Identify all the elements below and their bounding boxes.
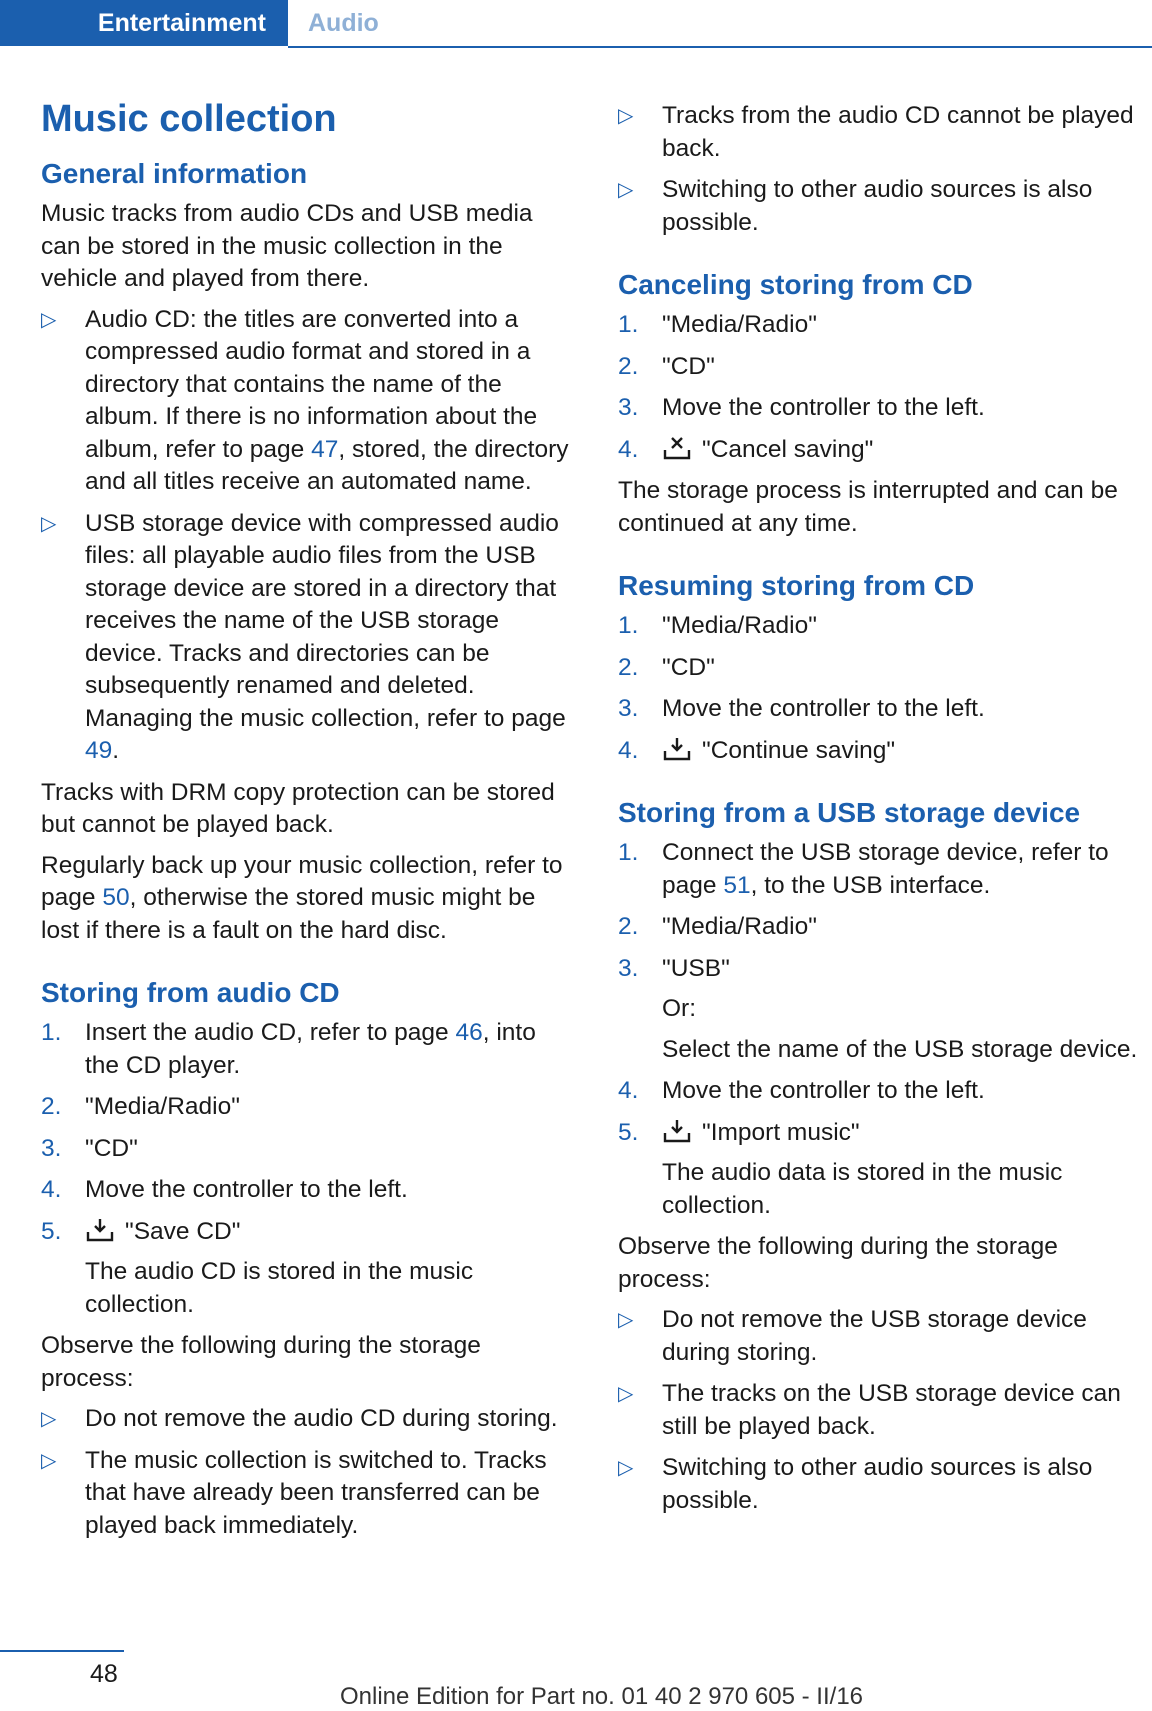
bullet-marker: ▷ bbox=[618, 1309, 634, 1331]
list-item: ▷ The music collection is switched to. Tracks that have already been transferred can be played back immediately. bbox=[41, 1446, 547, 1539]
list-item: 4. "Cancel saving" bbox=[618, 435, 874, 463]
bullet-marker: ▷ bbox=[41, 308, 57, 331]
bullet-marker: ▷ bbox=[41, 1449, 57, 1472]
backup-note: Regularly back up your music collection, refer to page 50, otherwise the stored music might be lost if there is a fault on the hard disc. bbox=[41, 851, 563, 944]
bullet-marker: ▷ bbox=[618, 1457, 634, 1479]
bullet-marker: ▷ bbox=[618, 105, 634, 127]
step-result: The audio data is stored in the music collection. bbox=[662, 1159, 1063, 1219]
general-intro: Music tracks from audio CDs and USB media can be stored in the music collection in the vehicle and played from there. bbox=[41, 200, 533, 292]
list-item: ▷ Do not remove the audio CD during storing. bbox=[41, 1403, 576, 1436]
list-item: 1. Connect the USB storage device, refer to page 51, to the USB interface. bbox=[618, 839, 1109, 899]
canceling-heading: Canceling storing from CD bbox=[618, 269, 973, 300]
download-tray-icon bbox=[85, 1217, 115, 1243]
usb-steps-list bbox=[618, 837, 1148, 1222]
cd-steps-list bbox=[41, 1017, 576, 1321]
list-item: 2. "CD" bbox=[618, 352, 715, 380]
usb-heading: Storing from a USB storage device bbox=[618, 797, 1081, 828]
cancel-note: The storage process is interrupted and can be continued at any time. bbox=[618, 477, 1118, 537]
drm-note: Tracks with DRM copy protection can be stored but cannot be played back. bbox=[41, 778, 555, 838]
list-item: 4. Move the controller to the left. bbox=[41, 1176, 408, 1203]
list-item: 2. "CD" bbox=[618, 653, 715, 681]
list-item: 1. "Media/Radio" bbox=[618, 311, 817, 338]
list-item: 3. Move the controller to the left. bbox=[618, 695, 985, 722]
header-section-tab: Entertainment bbox=[0, 0, 288, 46]
usb-observe-list bbox=[618, 1304, 1148, 1517]
page-link[interactable]: 49 bbox=[85, 737, 113, 764]
list-item: 1. "Media/Radio" bbox=[618, 612, 817, 639]
list-item: ▷ Do not remove the USB storage device during storing. bbox=[618, 1306, 1087, 1366]
list-item: ▷ USB storage device with compressed audio files: all playable audio files from the USB storage device are stored in a directory that receives the name of the USB storage device. Tracks and directories can be subsequently renamed and deleted. Managing the music collection, refer to page 49. bbox=[41, 509, 566, 764]
list-item: 3. "CD" bbox=[41, 1134, 138, 1162]
page-link[interactable]: 50 bbox=[102, 884, 130, 911]
header-chapter-tab: Audio bbox=[308, 9, 379, 37]
list-item: 4. "Continue saving" bbox=[618, 736, 896, 764]
list-item: 3. "USB" Or: Select the name of the USB storage device. bbox=[618, 953, 1148, 1067]
list-item: ▷ Switching to other audio sources is also possible. bbox=[618, 176, 1093, 236]
list-item: 3. Move the controller to the left. bbox=[618, 394, 985, 421]
bullet-marker: ▷ bbox=[41, 512, 57, 535]
bullet-marker: ▷ bbox=[618, 1383, 634, 1405]
list-item: 5. "Import music" The audio data is stored in the music collection. bbox=[618, 1117, 1148, 1223]
list-item: ▷ The tracks on the USB storage device can still be played back. bbox=[618, 1380, 1121, 1440]
list-item: 5. "Save CD" The audio CD is stored in the music collection. bbox=[41, 1216, 576, 1322]
storing-from-cd-heading: Storing from audio CD bbox=[41, 977, 340, 1008]
page-header bbox=[0, 0, 1152, 48]
observe-note: Observe the following during the storage process: bbox=[618, 1233, 1058, 1293]
list-item: ▷ Audio CD: the titles are converted into a compressed audio format and stored in a directory that contains the name of the album. If there is no information about the album, refer to page 47, stored, the directory and all titles receive an automated name. bbox=[41, 305, 569, 495]
resume-steps-list bbox=[618, 610, 1148, 767]
download-tray-icon bbox=[662, 1118, 692, 1144]
footer-rule bbox=[0, 1650, 124, 1652]
resuming-heading: Resuming storing from CD bbox=[618, 570, 975, 601]
page-title: Music collection bbox=[41, 98, 337, 140]
list-item: ▷ Tracks from the audio CD cannot be played back. bbox=[618, 102, 1134, 162]
list-item: ▷ Switching to other audio sources is also possible. bbox=[618, 1454, 1093, 1514]
page-link[interactable]: 46 bbox=[455, 1019, 483, 1046]
edition-note: Online Edition for Part no. 01 40 2 970 605 - II/16 bbox=[340, 1683, 864, 1710]
cd-observe-list-continued bbox=[618, 100, 1148, 239]
list-item: 4. Move the controller to the left. bbox=[618, 1077, 985, 1104]
general-bullet-list bbox=[41, 304, 576, 768]
general-information-heading: General information bbox=[41, 158, 308, 189]
left-column bbox=[41, 96, 576, 1551]
page-number: 48 bbox=[90, 1660, 118, 1688]
cancel-tray-icon bbox=[662, 435, 692, 461]
step-alternative: Select the name of the USB storage device. bbox=[662, 1035, 1138, 1063]
bullet-marker: ▷ bbox=[41, 1408, 57, 1430]
cancel-steps-list bbox=[618, 309, 1148, 466]
page-link[interactable]: 51 bbox=[723, 871, 751, 899]
header-rule bbox=[288, 46, 1152, 48]
list-item: 1. Insert the audio CD, refer to page 46, into the CD player. bbox=[41, 1019, 536, 1079]
observe-note: Observe the following during the storage process: bbox=[41, 1332, 481, 1392]
step-result: The audio CD is stored in the music collection. bbox=[85, 1258, 474, 1318]
cd-observe-list bbox=[41, 1403, 576, 1542]
list-item: 2. "Media/Radio" bbox=[618, 913, 817, 940]
list-item: 2. "Media/Radio" bbox=[41, 1093, 240, 1120]
page-link[interactable]: 47 bbox=[311, 435, 339, 463]
step-or: Or: bbox=[662, 995, 697, 1022]
bullet-marker: ▷ bbox=[618, 179, 634, 201]
download-tray-icon bbox=[662, 736, 692, 762]
right-column bbox=[618, 100, 1148, 1526]
